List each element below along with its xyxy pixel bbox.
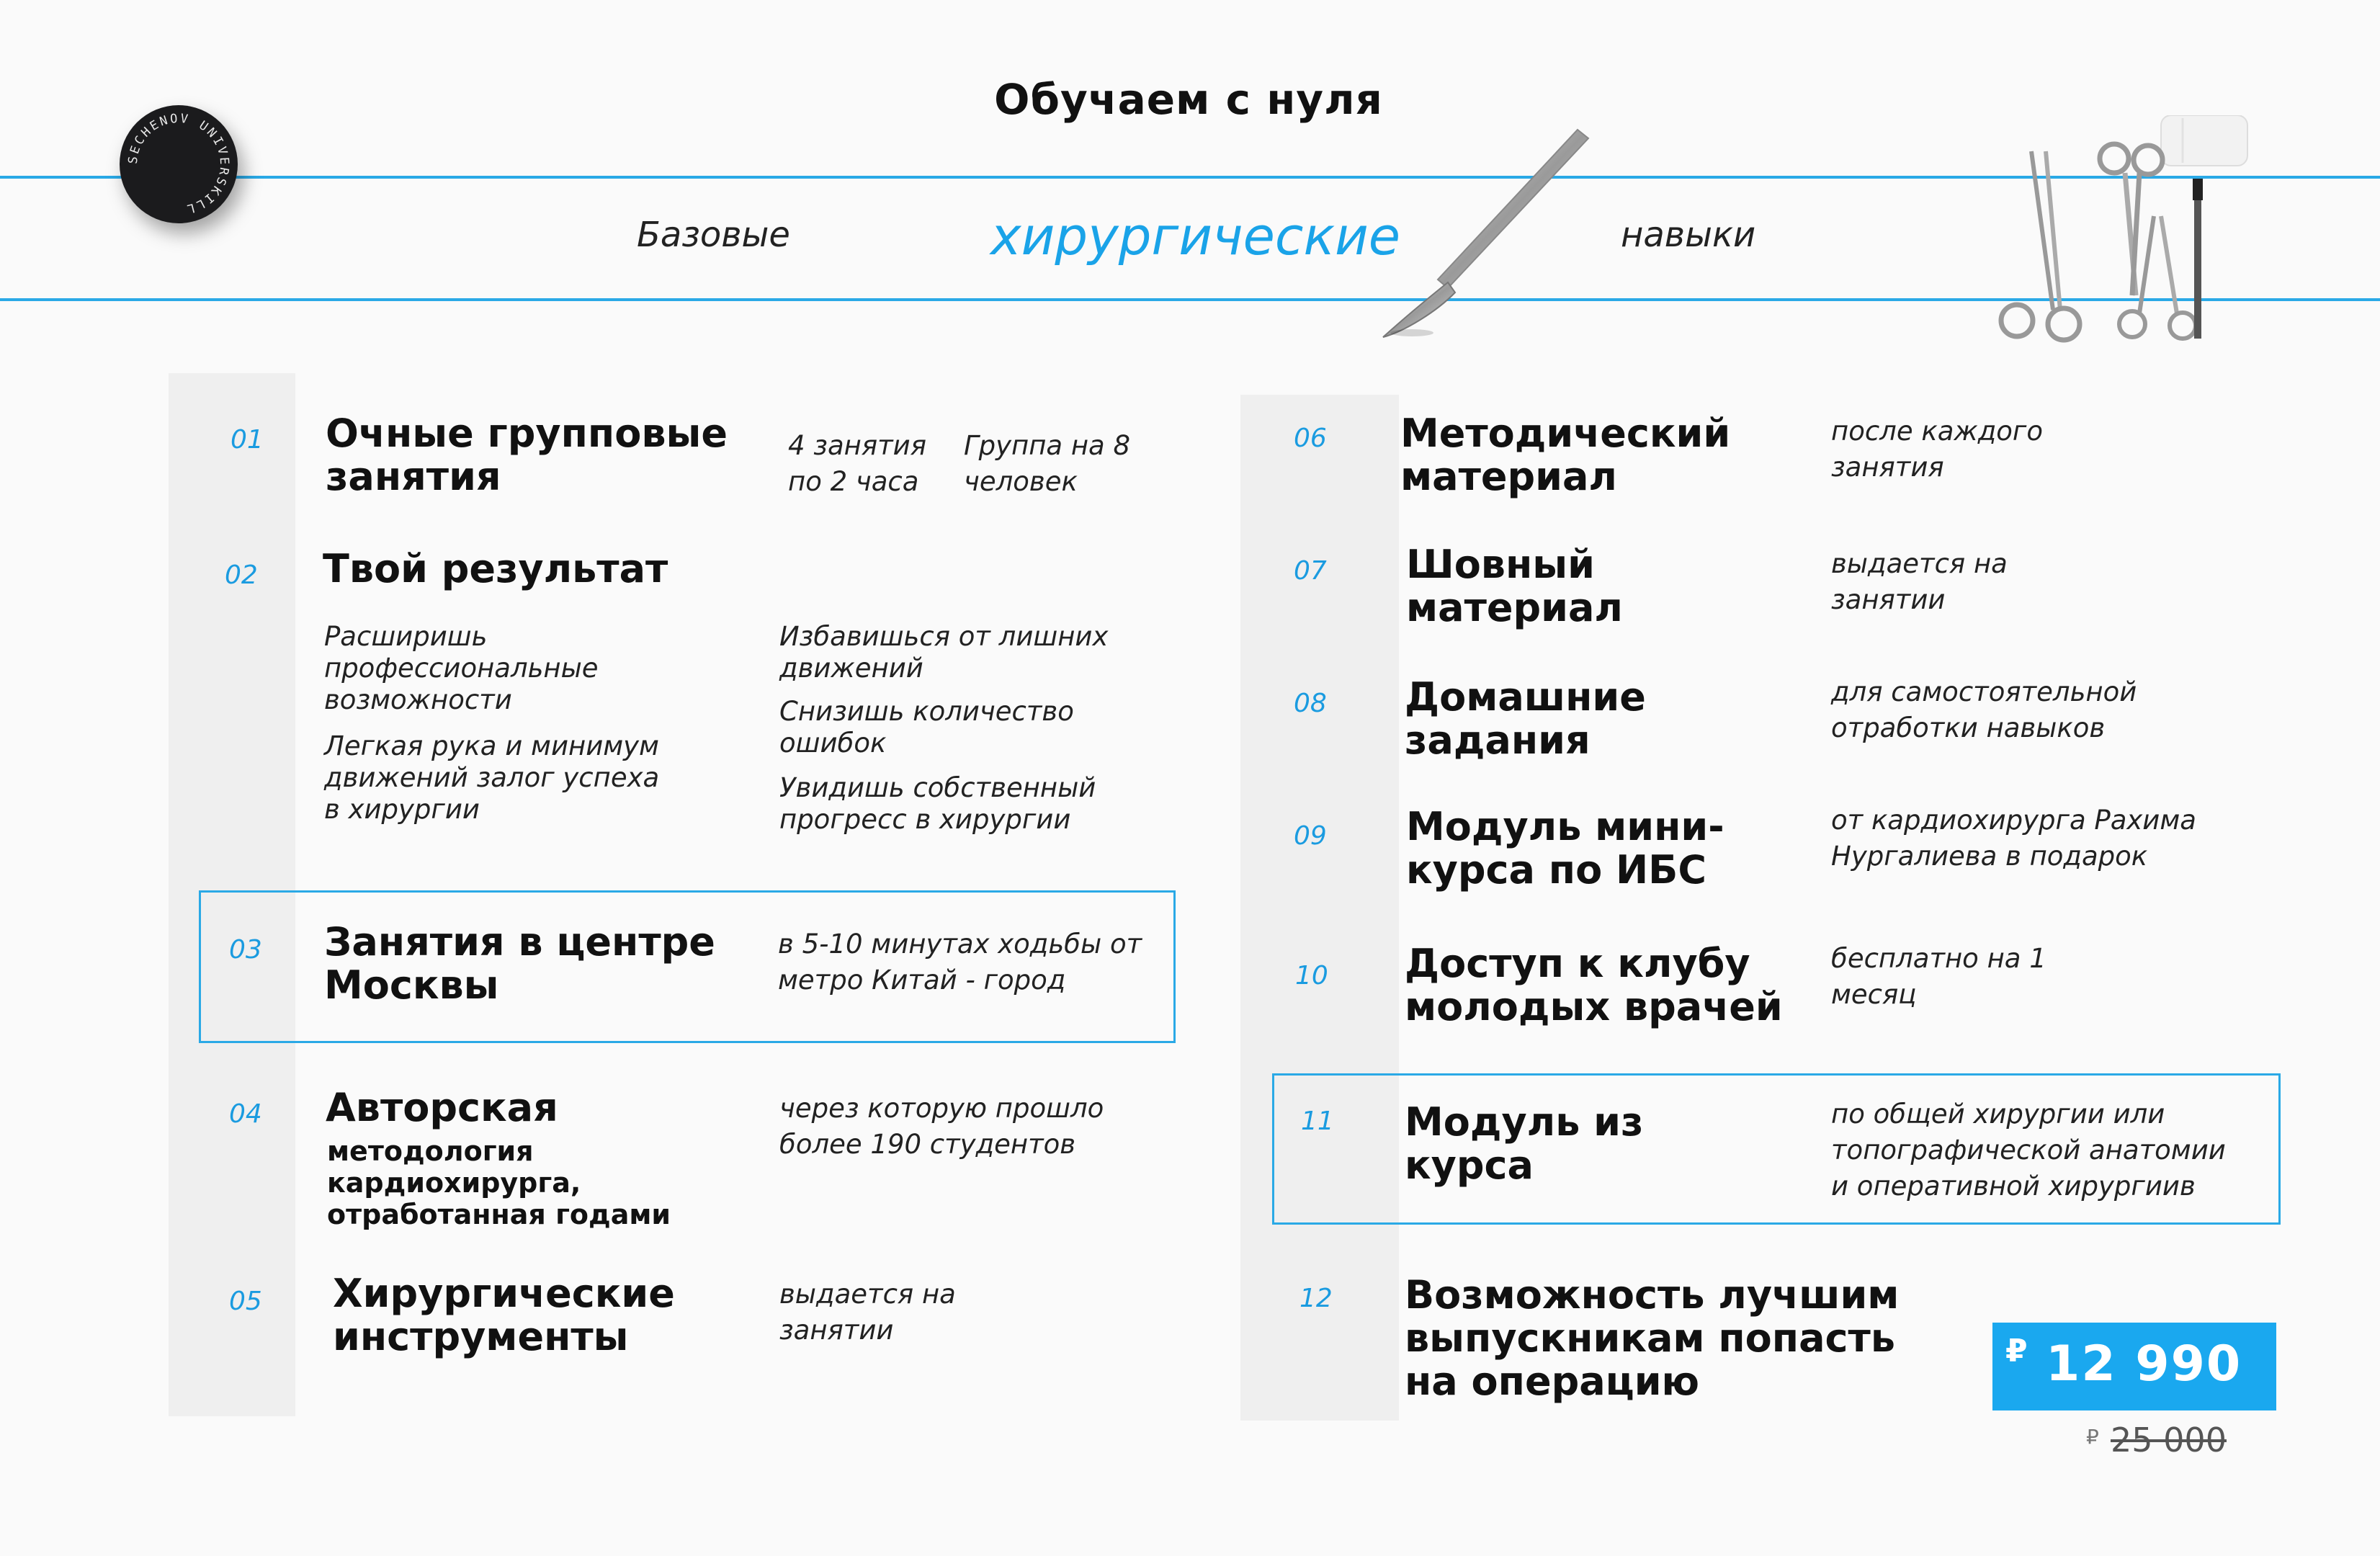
item-number-03: 03 (229, 935, 262, 965)
item-note-07: выдается на занятии (1831, 548, 2008, 615)
item-number-10: 10 (1295, 961, 1328, 991)
logo-text: SECHENOV UNIVERSKILL (125, 111, 232, 217)
svg-text:SECHENOV UNIVERSKILL (126, 112, 232, 217)
item-note-09: от кардиохирурга Рахима Нургалиева в подарок (1831, 805, 2196, 872)
item-title-06: Методический материал (1400, 411, 1731, 499)
item-number-06: 06 (1294, 424, 1327, 453)
item-number-04: 04 (229, 1099, 262, 1129)
item-title-09: Модуль мини-курса по ИБС (1406, 804, 1724, 893)
item-subtitle-04: методология кардиохирурга, отработанная годами (327, 1135, 671, 1230)
item-title-03: Занятия в центре Москвы (324, 919, 715, 1008)
item-title-08: Домашние задания (1405, 674, 1646, 763)
item-note-05: выдается на занятии (779, 1279, 956, 1346)
subtitle-left: Базовые (637, 215, 790, 255)
result-item: Расширишь профессиональные возможности (324, 621, 599, 715)
item-number-08: 08 (1294, 689, 1327, 718)
item-number-07: 07 (1294, 556, 1327, 586)
item-title-10: Доступ к клубу молодых врачей (1405, 941, 1783, 1029)
item-note-08: для самостоятельной отработки навыков (1831, 676, 2137, 743)
item-note-04: через которую прошло более 190 студентов (779, 1093, 1104, 1160)
item-title-05: Хирургические инструменты (333, 1271, 675, 1359)
right-column-strip (1240, 395, 1399, 1421)
result-item: Увидишь собственный прогресс в хирургии (779, 772, 1096, 835)
subtitle-accent: хирургические (990, 206, 1401, 267)
logo-badge (120, 105, 238, 223)
logo-ring (120, 105, 238, 223)
result-item: Легкая рука и минимум движений залог успеха в хирургии (324, 730, 660, 825)
old-price: 25 000 (2111, 1421, 2227, 1459)
item-number-11: 11 (1301, 1106, 1334, 1136)
item-note-10: бесплатно на 1 месяц (1831, 943, 2046, 1010)
item-number-05: 05 (229, 1287, 262, 1316)
item-number-01: 01 (231, 425, 264, 455)
item-number-09: 09 (1294, 821, 1327, 851)
item-note-06: после каждого занятия (1831, 416, 2043, 483)
item-title-11: Модуль из курса (1405, 1099, 1644, 1188)
page-title: Обучаем с нуля (994, 75, 1383, 124)
old-price-currency: ₽ (2086, 1425, 2099, 1449)
item-note-01a: 4 занятия по 2 часа (788, 430, 926, 497)
item-title-01: Очные групповые занятия (326, 411, 728, 499)
item-note-03: в 5-10 минутах ходьбы от метро Китай - город (778, 929, 1142, 996)
result-item: Избавишься от лишних движений (779, 621, 1109, 684)
item-note-11: по общей хирургии или топографической анатомии и оперативной хирургиив (1831, 1099, 2226, 1202)
result-item: Снизишь количество ошибок (779, 696, 1074, 759)
item-title-07: Шовный материал (1406, 542, 1623, 630)
item-number-12: 12 (1299, 1284, 1333, 1313)
price-current: 12 990 (2046, 1336, 2242, 1392)
surgical-instruments-icon (1988, 115, 2262, 346)
item-title-04: Авторская (326, 1085, 558, 1130)
item-title-02: Твой результат (323, 546, 668, 591)
subtitle-right: навыки (1621, 215, 1756, 255)
scalpel-icon (1369, 122, 1599, 346)
item-title-12: Возможность лучшим выпускникам попасть на операцию (1405, 1272, 1900, 1404)
item-note-01b: Группа на 8 человек (964, 430, 1130, 497)
price-currency: ₽ (2005, 1333, 2028, 1369)
item-number-02: 02 (225, 560, 258, 590)
